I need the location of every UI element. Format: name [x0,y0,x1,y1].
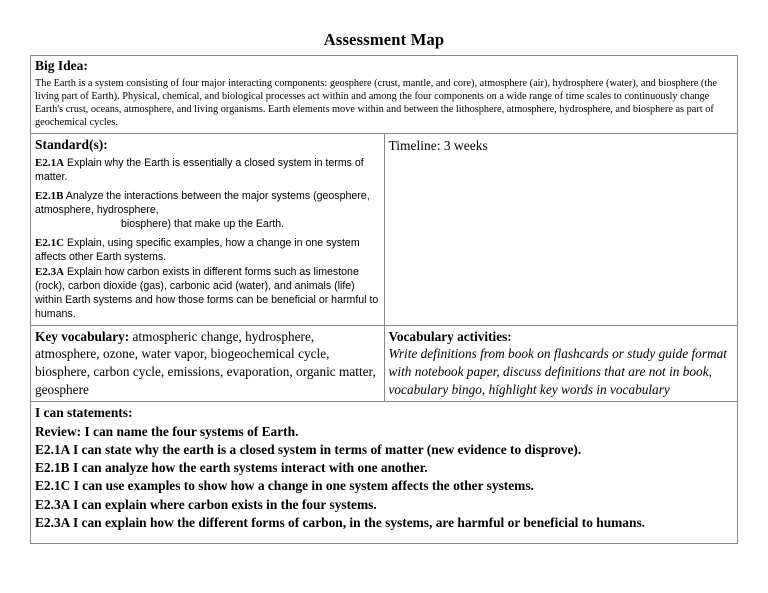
vocabulary-activities-label: Vocabulary activities: [388,328,512,344]
standard-text: Analyze the interactions between the major systems (geosphere, atmosphere, hydrosphere, [35,190,370,217]
standard-item [35,265,380,322]
big-idea-text: The Earth is a system consisting of four major interacting components: geosphere (crust, mantle, and core), atmosphere (air), hydrosphere (water), and biosphere (the living part of Earth). Physical, chemical, and biological processes act within and among the four components on a wide range of time scales to continuously change Earth's crust, oceans, atmosphere, and living organisms. Earth elements move within and between the lithosphere, atmosphere, hydrosphere, and biosphere as part of geochemical cycles. [35,77,717,129]
key-vocabulary-cell [31,325,385,402]
standard-code: E2.3A [35,265,65,278]
vocabulary-activities-cell [384,325,738,402]
big-idea-label: Big Idea: [35,58,88,73]
timeline-text: Timeline: 3 weeks [388,137,488,153]
key-vocabulary-text: atmospheric change, hydrosphere, atmosphere, ozone, water vapor, biogeochemical cycle, biosphere, carbon cycle, emissions, evaporation, organic matter, geosphere [35,328,376,397]
i-can-statement-line: Review: I can name the four systems of Earth. [35,423,299,439]
timeline-cell [384,133,738,325]
i-can-statement-line: E2.3A I can explain how the different forms of carbon, in the systems, are harmful or beneficial to humans. [35,514,646,530]
standard-code: E2.1A [35,157,65,170]
vocabulary-activities-text: Write definitions from book on flashcards or study guide format with notebook paper, discuss definitions that are not in book, vocabulary bingo, highlight key words in vocabulary [388,346,727,397]
standards-label: Standard(s): [35,136,108,152]
i-can-statement-line: E2.1B I can analyze how the earth systems interact with one another. [35,460,428,476]
standard-item [35,156,380,185]
standard-item [35,189,380,232]
assessment-map-table [30,55,738,544]
key-vocabulary-text-block [35,328,380,399]
i-can-statements-label: I can statements: [35,405,133,421]
i-can-statement-line: E2.1C I can use examples to show how a change in one system affects the other systems. [35,478,534,494]
standard-text: Explain how carbon exists in different forms such as limestone (rock), carbon dioxide (gas), carbonic acid (water), and animals (life) within Earth systems and how those forms can be beneficial or harmful to humans. [35,265,379,320]
table-row-standards [31,133,738,325]
key-vocabulary-label: Key vocabulary: [35,328,130,344]
i-can-statement-line: E2.1A I can state why the earth is a closed system in terms of matter (new evidence to disprove). [35,441,582,457]
table-row-i-can-statements [31,402,738,544]
standard-text-continuation: biosphere) that make up the Earth. [121,217,285,230]
standard-code: E2.1B [35,190,64,203]
big-idea-cell [31,56,738,134]
table-row-vocabulary [31,325,738,402]
table-row-big-idea [31,56,738,134]
page-title: Assessment Map [323,30,445,49]
standard-text: Explain why the Earth is essentially a closed system in terms of matter. [35,157,364,184]
standard-text: Explain, using specific examples, how a change in one system affects other Earth systems. [35,236,360,263]
standard-code: E2.1C [35,236,65,249]
standard-item [35,236,380,265]
standards-cell [31,133,385,325]
i-can-statements-cell [31,402,738,544]
i-can-statement-line: E2.3A I can explain where carbon exists in the four systems. [35,496,377,512]
